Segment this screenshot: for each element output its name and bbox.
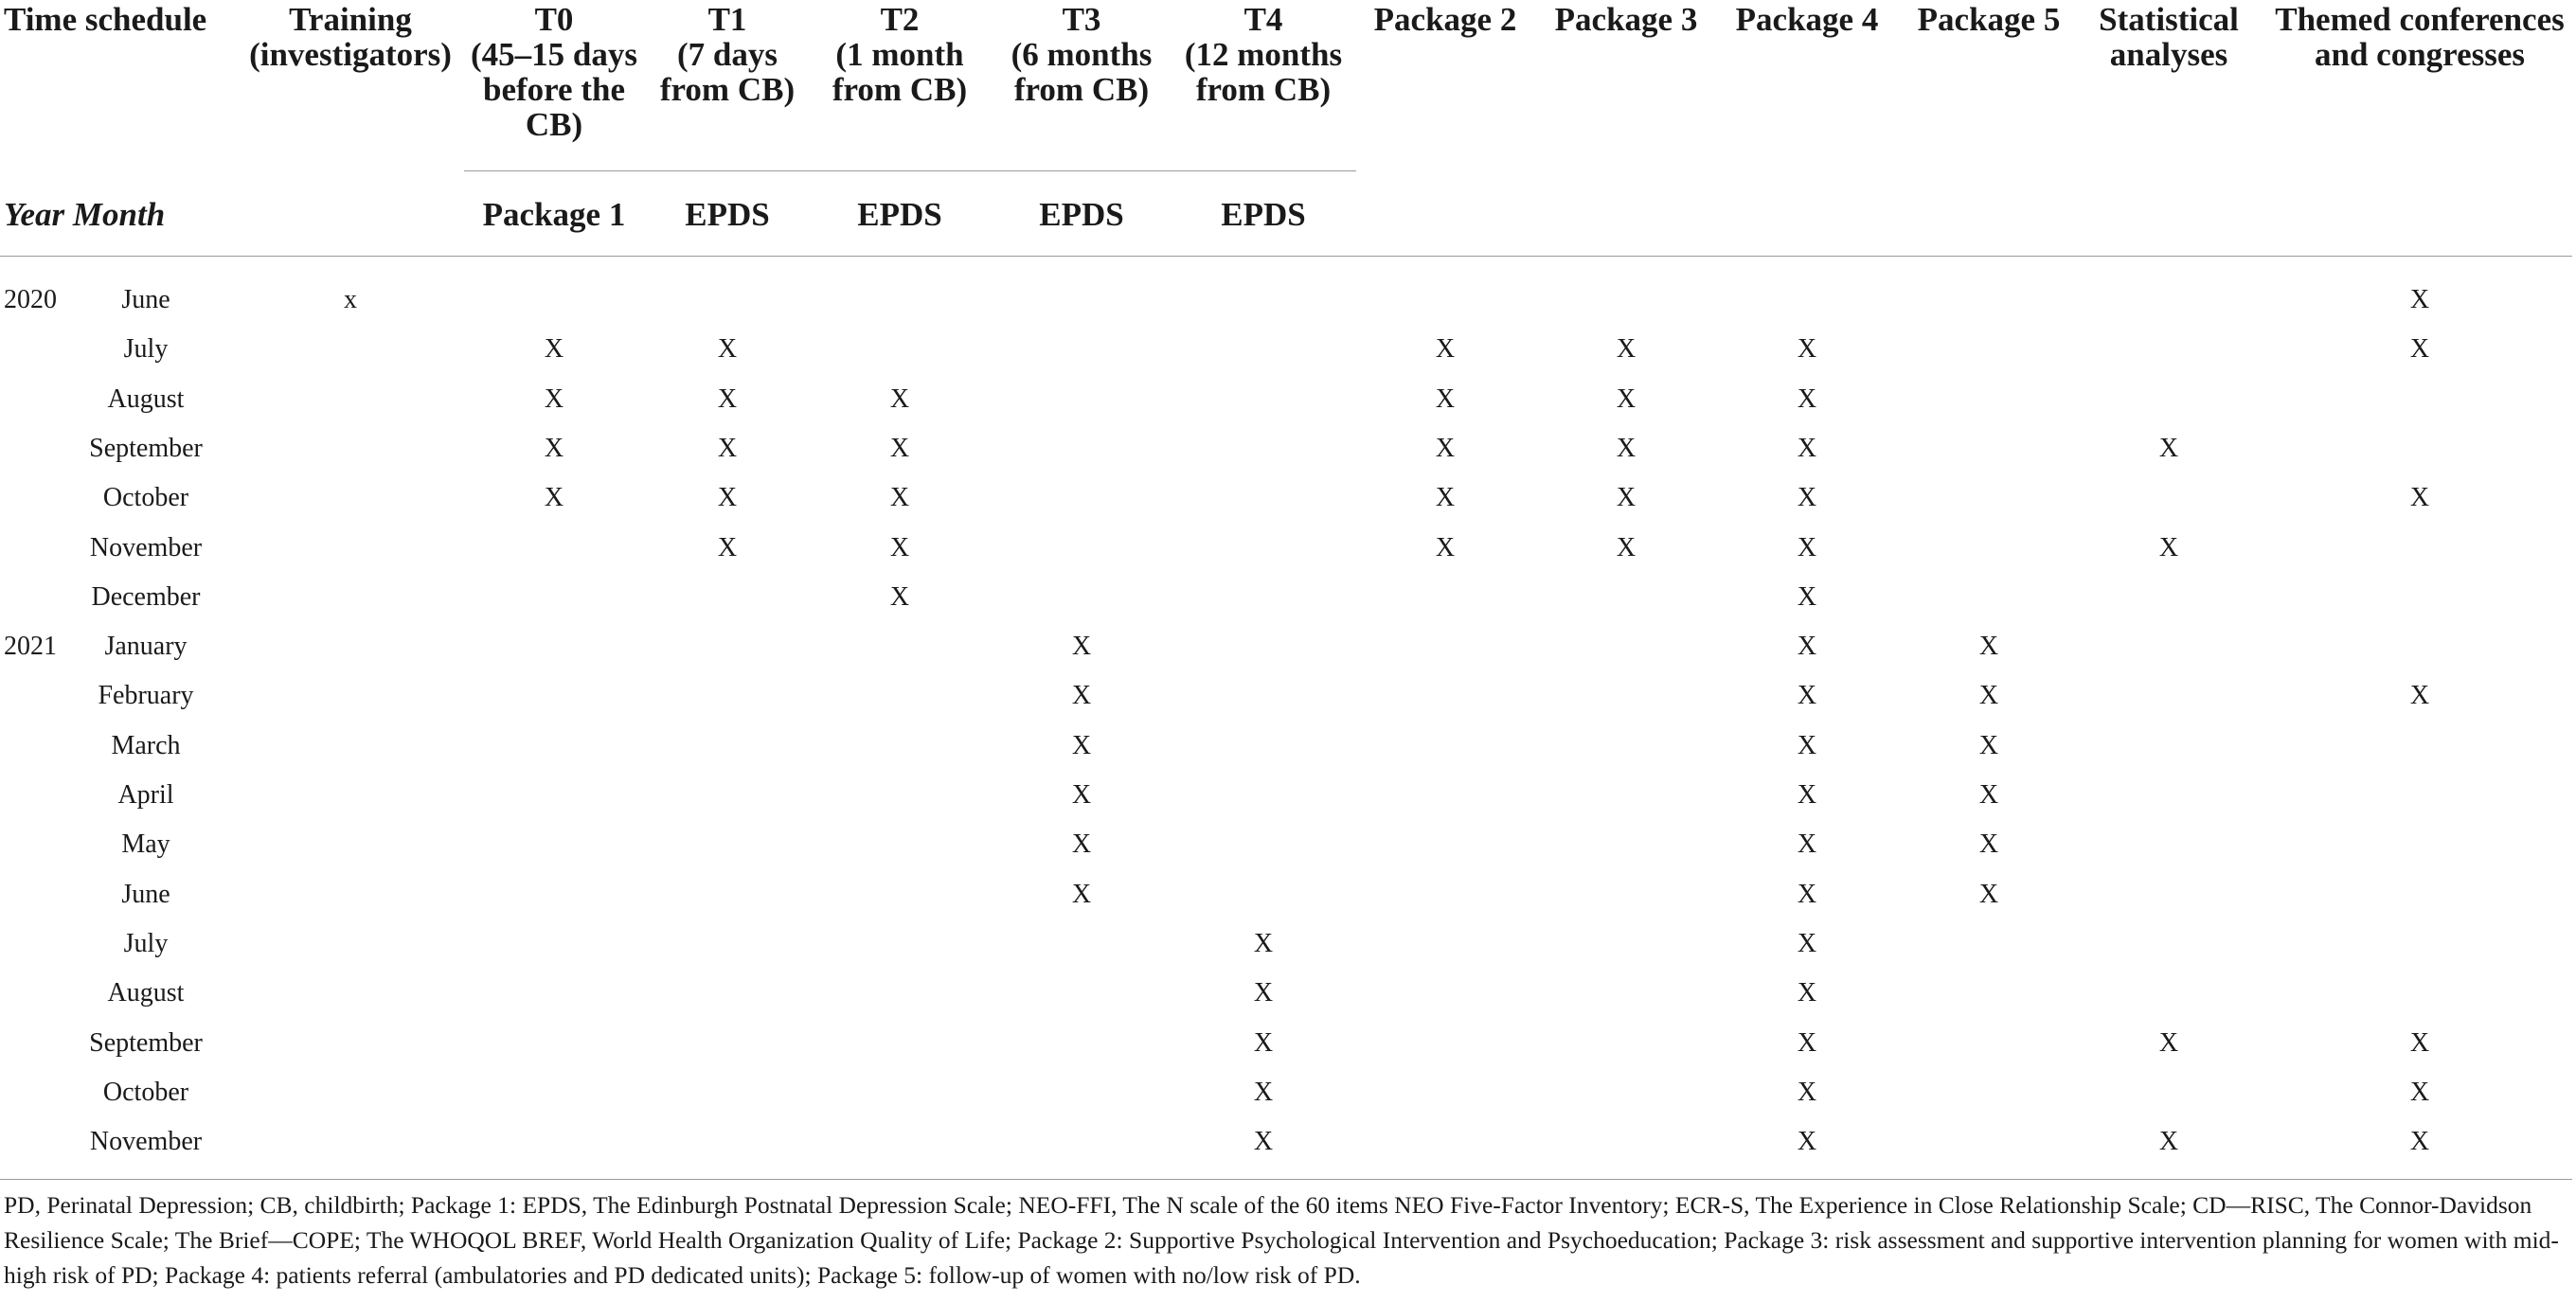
- schedule-mark: X: [2409, 334, 2430, 365]
- schedule-mark: X: [1071, 879, 1092, 909]
- column-subheader: EPDS: [857, 196, 942, 233]
- schedule-mark: X: [1797, 879, 1817, 909]
- schedule-mark: X: [2409, 1027, 2430, 1058]
- schedule-mark: X: [717, 483, 738, 513]
- column-header-line: T4: [1243, 1, 1283, 38]
- row-month: February: [98, 681, 194, 711]
- schedule-mark: X: [1797, 383, 1817, 414]
- column-header-line: Package 5: [1917, 1, 2061, 38]
- schedule-mark: X: [1797, 978, 1817, 1008]
- schedule-mark: X: [1797, 1077, 1817, 1107]
- schedule-mark: X: [1797, 730, 1817, 760]
- schedule-mark: X: [1978, 879, 1999, 909]
- schedule-mark: X: [544, 334, 564, 365]
- column-header-line: Statistical: [2099, 1, 2239, 38]
- schedule-mark: X: [1435, 383, 1456, 414]
- schedule-mark: X: [1797, 829, 1817, 860]
- column-header-line: CB): [525, 106, 583, 143]
- column-subheader: EPDS: [685, 196, 770, 233]
- schedule-mark: X: [1616, 483, 1637, 513]
- schedule-mark: X: [1435, 483, 1456, 513]
- schedule-mark: X: [1797, 632, 1817, 662]
- row-month: June: [121, 879, 170, 909]
- row-month: August: [107, 383, 185, 414]
- year-month-label: Year Month: [4, 196, 166, 233]
- row-month: May: [121, 829, 170, 860]
- column-header-line: and congresses: [2314, 36, 2525, 73]
- schedule-mark: X: [1071, 829, 1092, 860]
- schedule-mark: X: [889, 383, 910, 414]
- row-month: September: [89, 1027, 203, 1058]
- column-header-line: (investigators): [249, 36, 452, 73]
- schedule-mark: X: [717, 383, 738, 414]
- schedule-mark: X: [544, 483, 564, 513]
- row-month: November: [89, 1127, 203, 1157]
- column-header-line: from CB): [832, 71, 968, 108]
- column-subheader: EPDS: [1221, 196, 1306, 233]
- schedule-mark: X: [1616, 383, 1637, 414]
- schedule-mark: X: [1797, 483, 1817, 513]
- schedule-mark: X: [1253, 928, 1274, 958]
- schedule-mark: X: [1435, 433, 1456, 463]
- schedule-mark: X: [1797, 1127, 1817, 1157]
- schedule-mark: X: [1253, 978, 1274, 1008]
- schedule-mark: X: [2409, 1077, 2430, 1107]
- header-subrule: [464, 170, 1356, 171]
- schedule-mark: X: [1797, 334, 1817, 365]
- schedule-mark: X: [1797, 1027, 1817, 1058]
- row-month: March: [111, 730, 181, 760]
- schedule-mark: X: [2409, 285, 2430, 314]
- column-header-line: T0: [534, 1, 574, 38]
- column-header-line: from CB): [1013, 71, 1150, 108]
- schedule-mark: X: [1978, 730, 1999, 760]
- schedule-mark: X: [717, 532, 738, 562]
- row-month: July: [123, 334, 169, 365]
- column-subheader: Package 1: [482, 196, 626, 233]
- schedule-mark: X: [2409, 681, 2430, 711]
- table-footnote: PD, Perinatal Depression; CB, childbirth; Package 1: EPDS, The Edinburgh Postnatal Depression Scale; NEO-FFI, The N scale of the 60 items NEO Five-Factor Inventory; ECR-S, The Experience in Close Relationship Scale; CD—RISC, The Connor-Davidson Resilience Scale; The Brief—COPE; The WHOQOL BREF, World Health Organization Quality of Life; Package 2: Supportive Psychological Intervention and Psychoeducation; Package 3: risk assessment and supportive intervention planning for women with mid-high risk of PD; Package 4: patients referral (ambulatories and PD dedicated units); Package 5: follow-up of women with no/low risk of PD.: [4, 1191, 2559, 1289]
- schedule-mark: X: [544, 433, 564, 463]
- schedule-mark: X: [1978, 681, 1999, 711]
- column-header-line: from CB): [1195, 71, 1332, 108]
- schedule-mark: X: [2409, 483, 2430, 513]
- row-month: December: [91, 581, 201, 612]
- schedule-mark: X: [1797, 532, 1817, 562]
- column-header-line: T3: [1062, 1, 1101, 38]
- schedule-mark: X: [1253, 1027, 1274, 1058]
- schedule-mark: X: [889, 433, 910, 463]
- schedule-mark: X: [2409, 1127, 2430, 1157]
- row-month: April: [117, 780, 174, 810]
- row-month: September: [89, 433, 203, 463]
- column-header-line: Package 4: [1735, 1, 1879, 38]
- schedule-mark: X: [2158, 433, 2179, 463]
- schedule-mark: X: [1071, 632, 1092, 662]
- schedule-mark: X: [1978, 632, 1999, 662]
- schedule-mark: X: [1797, 780, 1817, 810]
- column-header-line: from CB): [659, 71, 796, 108]
- schedule-mark: X: [1616, 433, 1637, 463]
- schedule-mark: X: [2158, 1127, 2179, 1157]
- schedule-mark: X: [1978, 829, 1999, 860]
- column-header: [2230, 2, 2576, 72]
- schedule-mark: X: [1253, 1077, 1274, 1107]
- table-bottom-rule: [0, 1179, 2572, 1180]
- schedule-mark: X: [717, 433, 738, 463]
- row-month: October: [102, 1077, 189, 1107]
- schedule-mark: X: [889, 483, 910, 513]
- schedule-mark: X: [1797, 581, 1817, 612]
- schedule-mark: X: [1616, 532, 1637, 562]
- schedule-mark: X: [717, 334, 738, 365]
- schedule-mark: X: [2158, 532, 2179, 562]
- column-header-line: before the: [483, 71, 625, 108]
- column-subheader: EPDS: [1039, 196, 1124, 233]
- column-header-line: T1: [707, 1, 747, 38]
- column-header-line: (12 months: [1184, 36, 1343, 73]
- column-header-line: analyses: [2109, 36, 2228, 73]
- row-month: June: [121, 285, 170, 314]
- schedule-mark: X: [1435, 334, 1456, 365]
- column-header-line: Package 2: [1373, 1, 1517, 38]
- row-year: 2020: [4, 285, 57, 314]
- column-header-line: (6 months: [1011, 36, 1153, 73]
- column-header-line: Package 3: [1554, 1, 1698, 38]
- schedule-mark: X: [1071, 780, 1092, 810]
- schedule-mark: X: [889, 581, 910, 612]
- row-year: 2021: [4, 632, 57, 662]
- schedule-mark: X: [1253, 1127, 1274, 1157]
- schedule-mark: X: [1978, 780, 1999, 810]
- column-header-line: Training: [289, 1, 412, 38]
- schedule-mark: X: [1071, 730, 1092, 760]
- schedule-mark: X: [1616, 334, 1637, 365]
- row-month: November: [89, 532, 203, 562]
- schedule-mark: X: [889, 532, 910, 562]
- column-header-line: (7 days: [677, 36, 778, 73]
- column-header-line: (1 month: [835, 36, 964, 73]
- row-month: January: [104, 632, 188, 662]
- column-header-line: T2: [880, 1, 920, 38]
- column-header-line: (45–15 days: [471, 36, 637, 73]
- column-header-line: Themed conferences: [2275, 1, 2565, 38]
- schedule-mark: X: [1797, 681, 1817, 711]
- schedule-mark: X: [1797, 433, 1817, 463]
- schedule-mark: X: [1071, 681, 1092, 711]
- schedule-mark: X: [1435, 532, 1456, 562]
- row-month: August: [107, 978, 185, 1008]
- schedule-mark: X: [1797, 928, 1817, 958]
- schedule-mark: x: [344, 285, 357, 314]
- header-bottom-rule: [0, 256, 2572, 257]
- row-month: July: [123, 928, 169, 958]
- schedule-mark: X: [2158, 1027, 2179, 1058]
- schedule-mark: X: [544, 383, 564, 414]
- column-header-line: Time schedule: [4, 1, 207, 38]
- row-month: October: [102, 483, 189, 513]
